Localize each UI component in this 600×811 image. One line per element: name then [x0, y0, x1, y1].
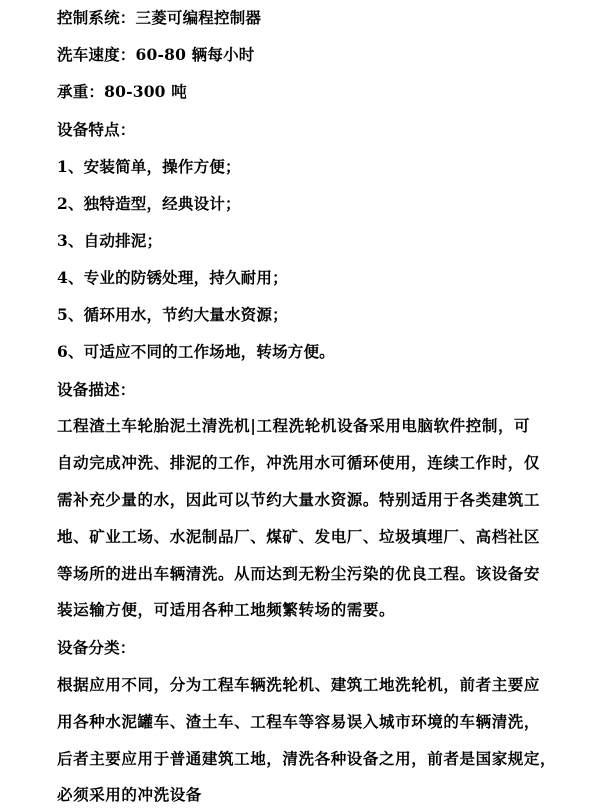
description-line: 工程渣土车轮胎泥土清洗机|工程洗轮机设备采用电脑软件控制，可: [57, 416, 531, 435]
feature-item: 1、安装简单，操作方便；: [57, 157, 241, 176]
feature-item: 3、自动排泥；: [57, 231, 163, 250]
spec-wash-speed: 洗车速度：60-80 辆每小时: [57, 45, 255, 64]
features-heading: 设备特点：: [57, 120, 136, 139]
spec-control-system: 控制系统：三菱可编程控制器: [57, 8, 262, 27]
description-heading: 设备描述：: [57, 380, 136, 399]
classification-line: 必须采用的冲洗设备: [57, 785, 202, 804]
description-line: 需补充少量的水，因此可以节约大量水资源。特别适用于各类建筑工: [57, 490, 541, 509]
feature-item: 4、专业的防锈处理，持久耐用；: [57, 268, 288, 287]
classification-line: 根据应用不同，分为工程车辆洗轮机、建筑工地洗轮机，前者主要应: [57, 675, 541, 694]
description-line: 装运输方便，可适用各种工地频繁转场的需要。: [57, 600, 396, 619]
feature-item: 5、循环用水，节约大量水资源；: [57, 305, 288, 324]
feature-item: 2、独特造型，经典设计；: [57, 194, 241, 213]
description-line: 自动完成冲洗、排泥的工作，冲洗用水可循环使用，连续工作时，仅: [57, 453, 541, 472]
classification-heading: 设备分类：: [57, 638, 136, 657]
classification-line: 用各种水泥罐车、渣土车、工程车等容易误入城市环境的车辆清洗，: [57, 712, 541, 731]
classification-line: 后者主要应用于普通建筑工地，清洗各种设备之用，前者是国家规定，: [57, 749, 557, 768]
feature-item: 6、可适应不同的工作场地，转场方便。: [57, 342, 335, 361]
description-line: 等场所的进出车辆清洗。从而达到无粉尘污染的优良工程。该设备安: [57, 564, 541, 583]
description-line: 地、矿业工场、水泥制品厂、煤矿、发电厂、垃圾填埋厂、高档社区: [57, 527, 541, 546]
spec-load-capacity: 承重：80-300 吨: [57, 82, 187, 101]
